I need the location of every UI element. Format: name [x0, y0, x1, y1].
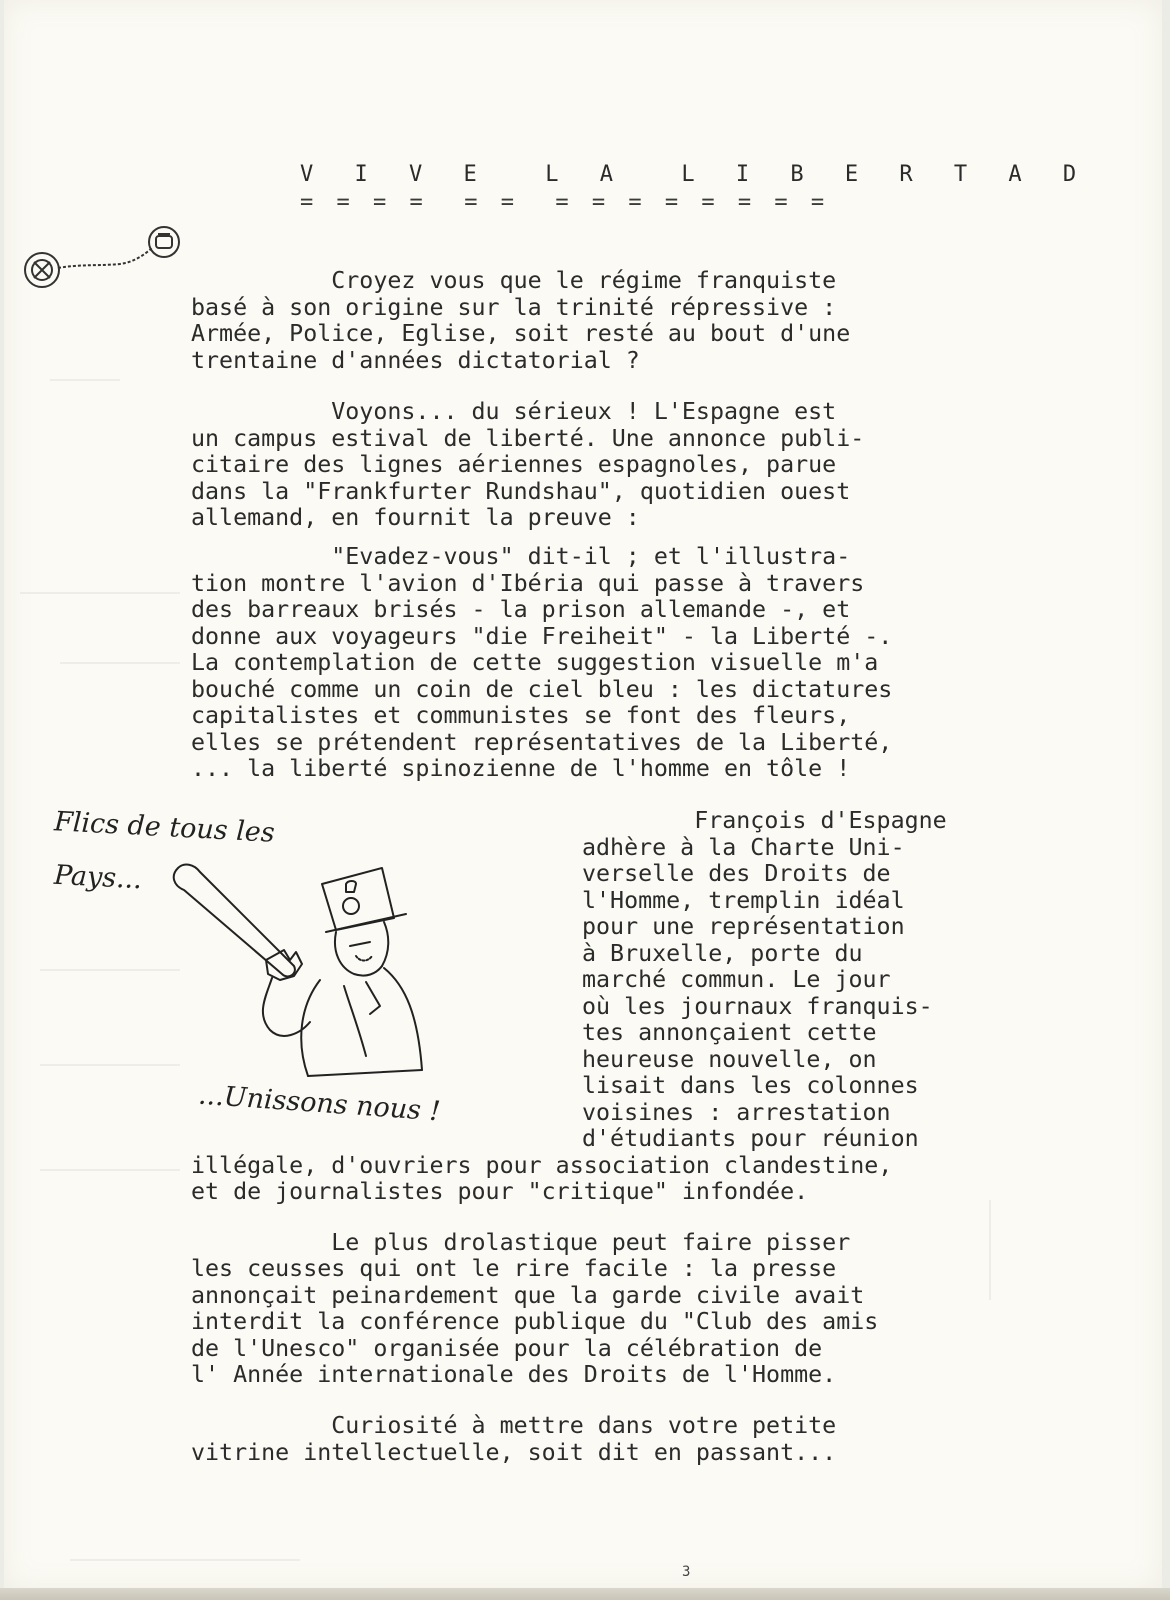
- paragraph-1-line: basé à son origine sur la trinité répressive :: [191, 294, 837, 321]
- paragraph-1-line: Armée, Police, Eglise, soit resté au bout d'une: [191, 320, 851, 347]
- paragraph-4-side-line: où les journaux franquis-: [582, 993, 933, 1020]
- paragraph-3-line: capitalistes et communistes se font des fleurs,: [191, 702, 851, 729]
- paragraph-5-line: les ceusses qui ont le rire facile : la presse: [191, 1255, 837, 1282]
- paragraph-1-line: Croyez vous que le régime franquiste: [191, 267, 837, 294]
- paragraph-3-line: bouché comme un coin de ciel bleu : les dictatures: [191, 676, 893, 703]
- paragraph-4-side-line: adhère à la Charte Uni-: [582, 834, 905, 861]
- paragraph-3-line: "Evadez-vous" dit-il ; et l'illustra-: [191, 543, 851, 570]
- paragraph-3-line: donne aux voyageurs "die Freiheit" - la Liberté -.: [191, 623, 893, 650]
- paragraph-3-line: elles se prétendent représentatives de la Liberté,: [191, 729, 893, 756]
- paragraph-4-side-line: tes annonçaient cette: [582, 1019, 877, 1046]
- paragraph-5-line: de l'Unesco" organisée pour la célébration de: [191, 1335, 823, 1362]
- paragraph-4-side-line: verselle des Droits de: [582, 860, 891, 887]
- document-title: V I V E L A L I B E R T A D: [300, 162, 1091, 187]
- paragraph-3-line: La contemplation de cette suggestion visuelle m'a: [191, 649, 879, 676]
- paragraph-5-line: annonçait peinardement que la garde civile avait: [191, 1282, 865, 1309]
- paragraph-5-line: interdit la conférence publique du "Club des amis: [191, 1308, 879, 1335]
- paragraph-4-side-line: François d'Espagne: [582, 807, 947, 834]
- page-number: 3: [682, 1564, 691, 1580]
- paragraph-2-line: Voyons... du sérieux ! L'Espagne est: [191, 398, 837, 425]
- paragraph-4-side-line: d'étudiants pour réunion: [582, 1125, 919, 1152]
- paragraph-5-line: Le plus drolastique peut faire pisser: [191, 1229, 851, 1256]
- paragraph-3-line: tion montre l'avion d'Ibéria qui passe à travers: [191, 570, 865, 597]
- paragraph-4-side-line: voisines : arrestation: [582, 1099, 891, 1126]
- cartoon-caption-top: Flics de tous les: [53, 806, 276, 849]
- paragraph-4-line: et de journalistes pour "critique" infondée.: [191, 1178, 809, 1205]
- paragraph-4-side-line: heureuse nouvelle, on: [582, 1046, 877, 1073]
- page-bottom-edge: [0, 1588, 1170, 1600]
- paragraph-6-line: Curiosité à mettre dans votre petite: [191, 1412, 837, 1439]
- paragraph-4-side-line: l'Homme, tremplin idéal: [582, 887, 905, 914]
- paragraph-2-line: un campus estival de liberté. Une annonce publi-: [191, 425, 865, 452]
- paragraph-2-line: citaire des lignes aériennes espagnoles, parue: [191, 451, 837, 478]
- policeman-with-baton-illustration: [170, 856, 470, 1096]
- paragraph-2-line: allemand, en fournit la preuve :: [191, 504, 640, 531]
- cartoon-caption-bottom: ...Unissons nous !: [197, 1079, 442, 1128]
- title-underline: = = = = = = = = = = = = = =: [300, 190, 830, 215]
- paragraph-4-side-line: marché commun. Le jour: [582, 966, 891, 993]
- paragraph-6-line: vitrine intellectuelle, soit dit en passant...: [191, 1439, 837, 1466]
- paragraph-2-line: dans la "Frankfurter Rundshau", quotidien ouest: [191, 478, 851, 505]
- handcuffs-icon: [20, 222, 192, 294]
- paragraph-4-side-line: pour une représentation: [582, 913, 905, 940]
- paragraph-4-line: illégale, d'ouvriers pour association clandestine,: [191, 1152, 893, 1179]
- cartoon-caption-top-2: Pays...: [53, 859, 143, 896]
- paragraph-4-side-line: à Bruxelle, porte du: [582, 940, 863, 967]
- paragraph-3-line: ... la liberté spinozienne de l'homme en tôle !: [191, 755, 851, 782]
- paragraph-3-line: des barreaux brisés - la prison allemande -, et: [191, 596, 851, 623]
- paragraph-4-side-line: lisait dans les colonnes: [582, 1072, 919, 1099]
- paragraph-1-line: trentaine d'années dictatorial ?: [191, 347, 640, 374]
- paragraph-5-line: l' Année internationale des Droits de l'Homme.: [191, 1361, 837, 1388]
